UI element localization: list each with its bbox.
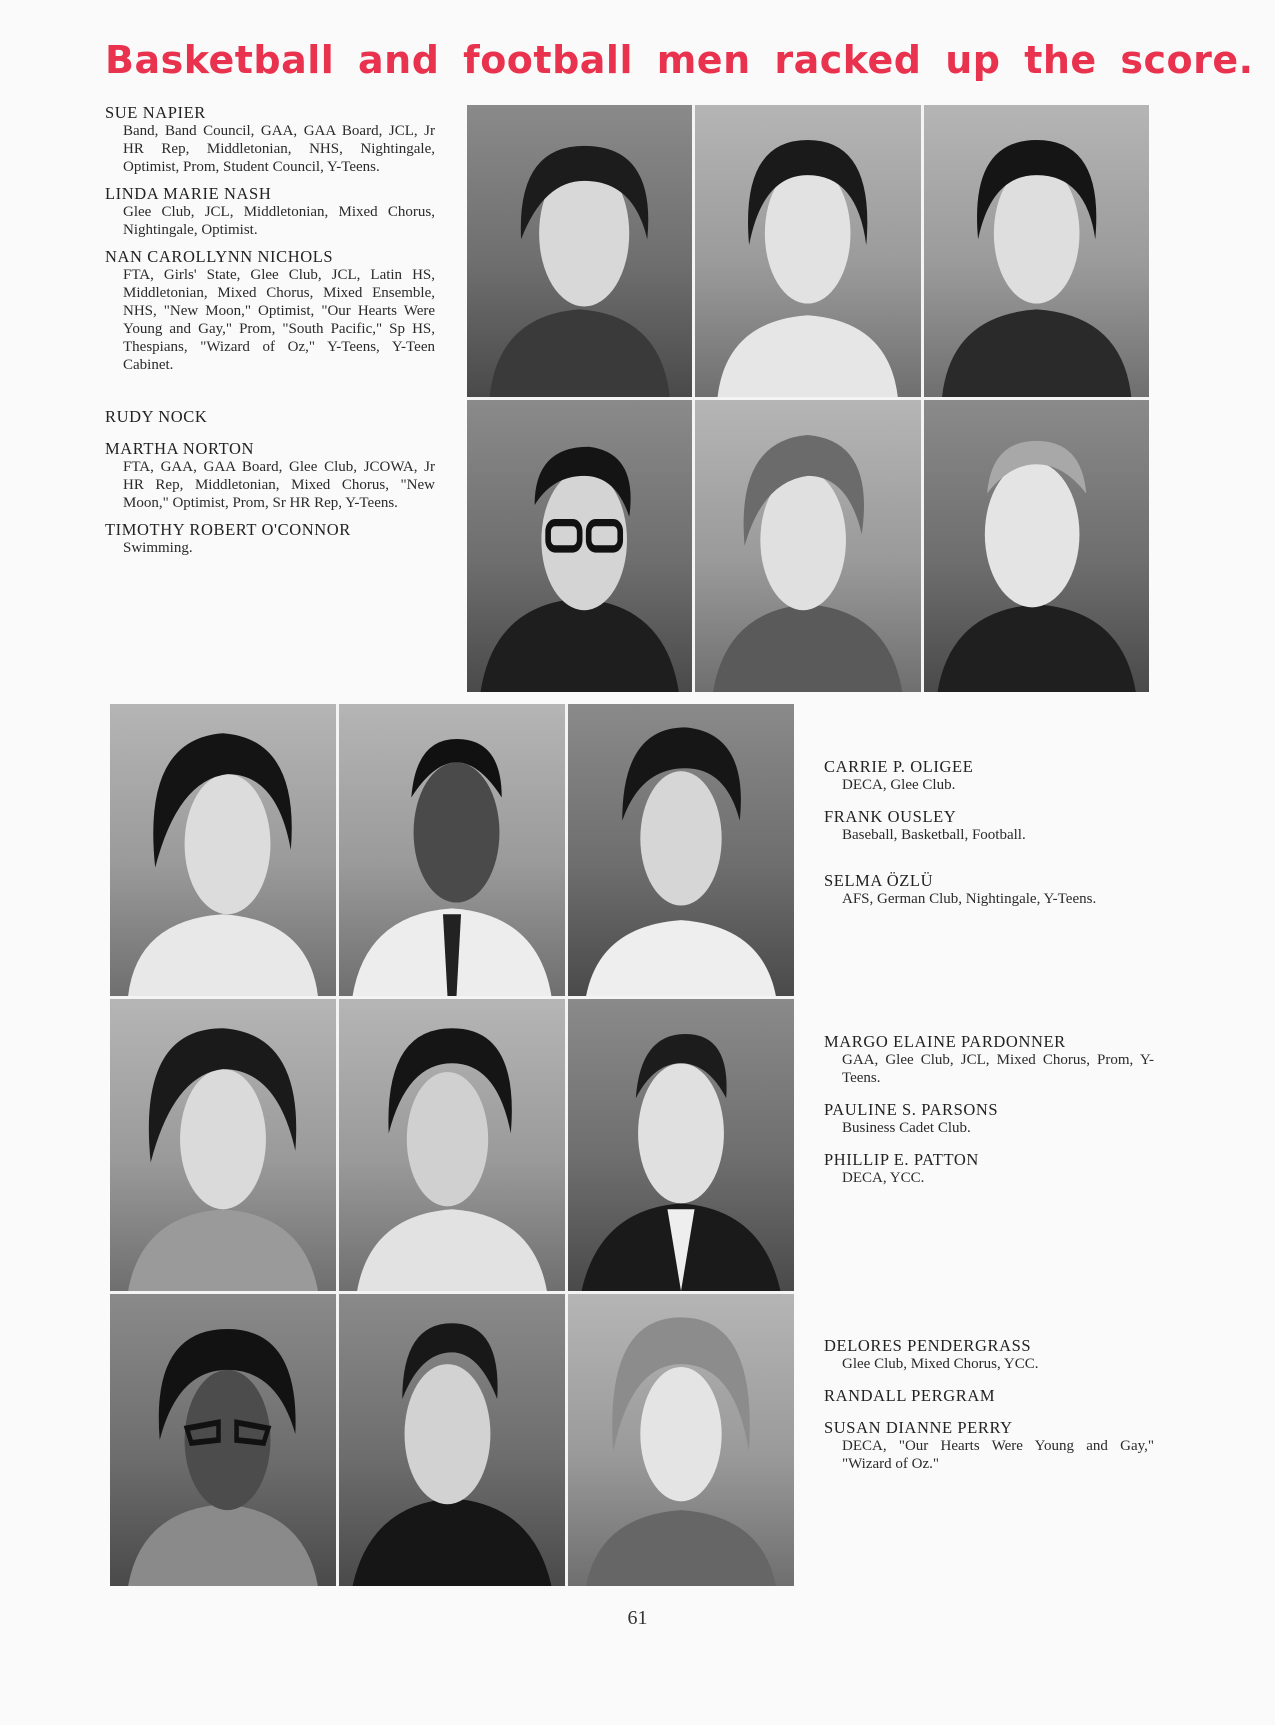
person-silhouette-icon (110, 999, 336, 1291)
student-name: PAULINE S. PARSONS (824, 1100, 999, 1119)
person-silhouette-icon (695, 400, 920, 692)
top-student-list (105, 104, 435, 557)
portrait-photo (339, 999, 565, 1291)
portrait-photo (339, 704, 565, 996)
person-silhouette-icon (568, 1294, 794, 1586)
portrait-photo (110, 704, 336, 996)
portrait-photo (924, 400, 1149, 692)
student-name: PHILLIP E. PATTON (824, 1150, 979, 1169)
student-entry-pendergrass (824, 1337, 1154, 1373)
portrait-photo (568, 704, 794, 996)
student-name: FRANK OUSLEY (824, 807, 957, 826)
portrait-photo (924, 105, 1149, 397)
page-headline: Basketball and football men racked up the score. (105, 38, 1254, 82)
student-entry-oligee (824, 758, 1154, 794)
student-name: SELMA ÖZLÜ (824, 871, 934, 890)
student-activities: DECA, YCC. (842, 1170, 925, 1186)
student-entry-pergram (824, 1387, 1154, 1405)
student-activities: AFS, German Club, Nightingale, Y-Teens. (842, 891, 1097, 907)
student-entry-parsons (824, 1101, 1154, 1137)
student-name: SUE NAPIER (105, 103, 206, 122)
person-silhouette-icon (467, 105, 692, 397)
student-activities: Glee Club, Mixed Chorus, YCC. (842, 1356, 1039, 1372)
student-entry-napier (105, 104, 435, 176)
person-silhouette-icon (467, 400, 692, 692)
student-name: CARRIE P. OLIGEE (824, 757, 974, 776)
portrait-photo (110, 1294, 336, 1586)
student-entry-norton (105, 440, 435, 512)
person-silhouette-icon (924, 105, 1149, 397)
bottom-student-list (824, 758, 1154, 1473)
portrait-photo (695, 400, 920, 692)
bottom-photo-grid (110, 704, 794, 1586)
student-name: MARGO ELAINE PARDONNER (824, 1032, 1066, 1051)
student-activities: Swimming. (123, 540, 193, 556)
student-activities: GAA, Glee Club, JCL, Mixed Chorus, Prom, Y-Teens. (842, 1052, 1154, 1086)
student-name: DELORES PENDERGRASS (824, 1336, 1032, 1355)
person-silhouette-icon (339, 704, 565, 996)
student-name: SUSAN DIANNE PERRY (824, 1418, 1013, 1437)
student-entry-perry (824, 1419, 1154, 1473)
student-activities: FTA, GAA, GAA Board, Glee Club, JCOWA, Jr HR Rep, Middletonian, Mixed Chorus, "New Moon," Optimist, Prom, Sr HR Rep, Y-Teens. (123, 459, 435, 511)
person-silhouette-icon (339, 999, 565, 1291)
portrait-photo (568, 999, 794, 1291)
portrait-photo (695, 105, 920, 397)
person-silhouette-icon (568, 704, 794, 996)
person-silhouette-icon (568, 999, 794, 1291)
person-silhouette-icon (110, 1294, 336, 1586)
person-silhouette-icon (695, 105, 920, 397)
student-name: RANDALL PERGRAM (824, 1386, 996, 1405)
student-name: TIMOTHY ROBERT O'CONNOR (105, 520, 351, 539)
top-photo-grid (467, 105, 1149, 692)
portrait-photo (467, 400, 692, 692)
student-entry-nichols (105, 248, 435, 374)
student-activities: DECA, "Our Hearts Were Young and Gay," "Wizard of Oz." (842, 1438, 1154, 1472)
student-entry-oconnor (105, 521, 435, 557)
student-activities: Band, Band Council, GAA, GAA Board, JCL, Jr HR Rep, Middletonian, NHS, Nightingale, Optimist, Prom, Student Council, Y-Teens. (123, 123, 435, 175)
student-entry-nock (105, 408, 435, 426)
person-silhouette-icon (110, 704, 336, 996)
person-silhouette-icon (339, 1294, 565, 1586)
portrait-photo (339, 1294, 565, 1586)
student-activities: Baseball, Basketball, Football. (842, 827, 1026, 843)
person-silhouette-icon (924, 400, 1149, 692)
student-entry-ozlu (824, 872, 1154, 908)
page-number: 61 (627, 1607, 648, 1629)
student-name: NAN CAROLLYNN NICHOLS (105, 247, 334, 266)
student-activities: Glee Club, JCL, Middletonian, Mixed Chorus, Nightingale, Optimist. (123, 204, 435, 238)
student-entry-nash (105, 185, 435, 239)
student-activities: Business Cadet Club. (842, 1120, 971, 1136)
student-entry-pardonner (824, 1033, 1154, 1087)
student-name: LINDA MARIE NASH (105, 184, 272, 203)
portrait-photo (568, 1294, 794, 1586)
student-activities: FTA, Girls' State, Glee Club, JCL, Latin HS, Middletonian, Mixed Chorus, Mixed Ensemble, NHS, "New Moon," Optimist, "Our Hearts Were Young and Gay," Prom, "South Pacific," Sp HS, Thespians, "Wizard of Oz," Y-Teens, Y-Teen Cabinet. (123, 267, 435, 373)
student-activities: DECA, Glee Club. (842, 777, 956, 793)
student-entry-ousley (824, 808, 1154, 844)
student-name: MARTHA NORTON (105, 439, 254, 458)
portrait-photo (467, 105, 692, 397)
portrait-photo (110, 999, 336, 1291)
student-entry-patton (824, 1151, 1154, 1187)
student-name: RUDY NOCK (105, 407, 208, 426)
